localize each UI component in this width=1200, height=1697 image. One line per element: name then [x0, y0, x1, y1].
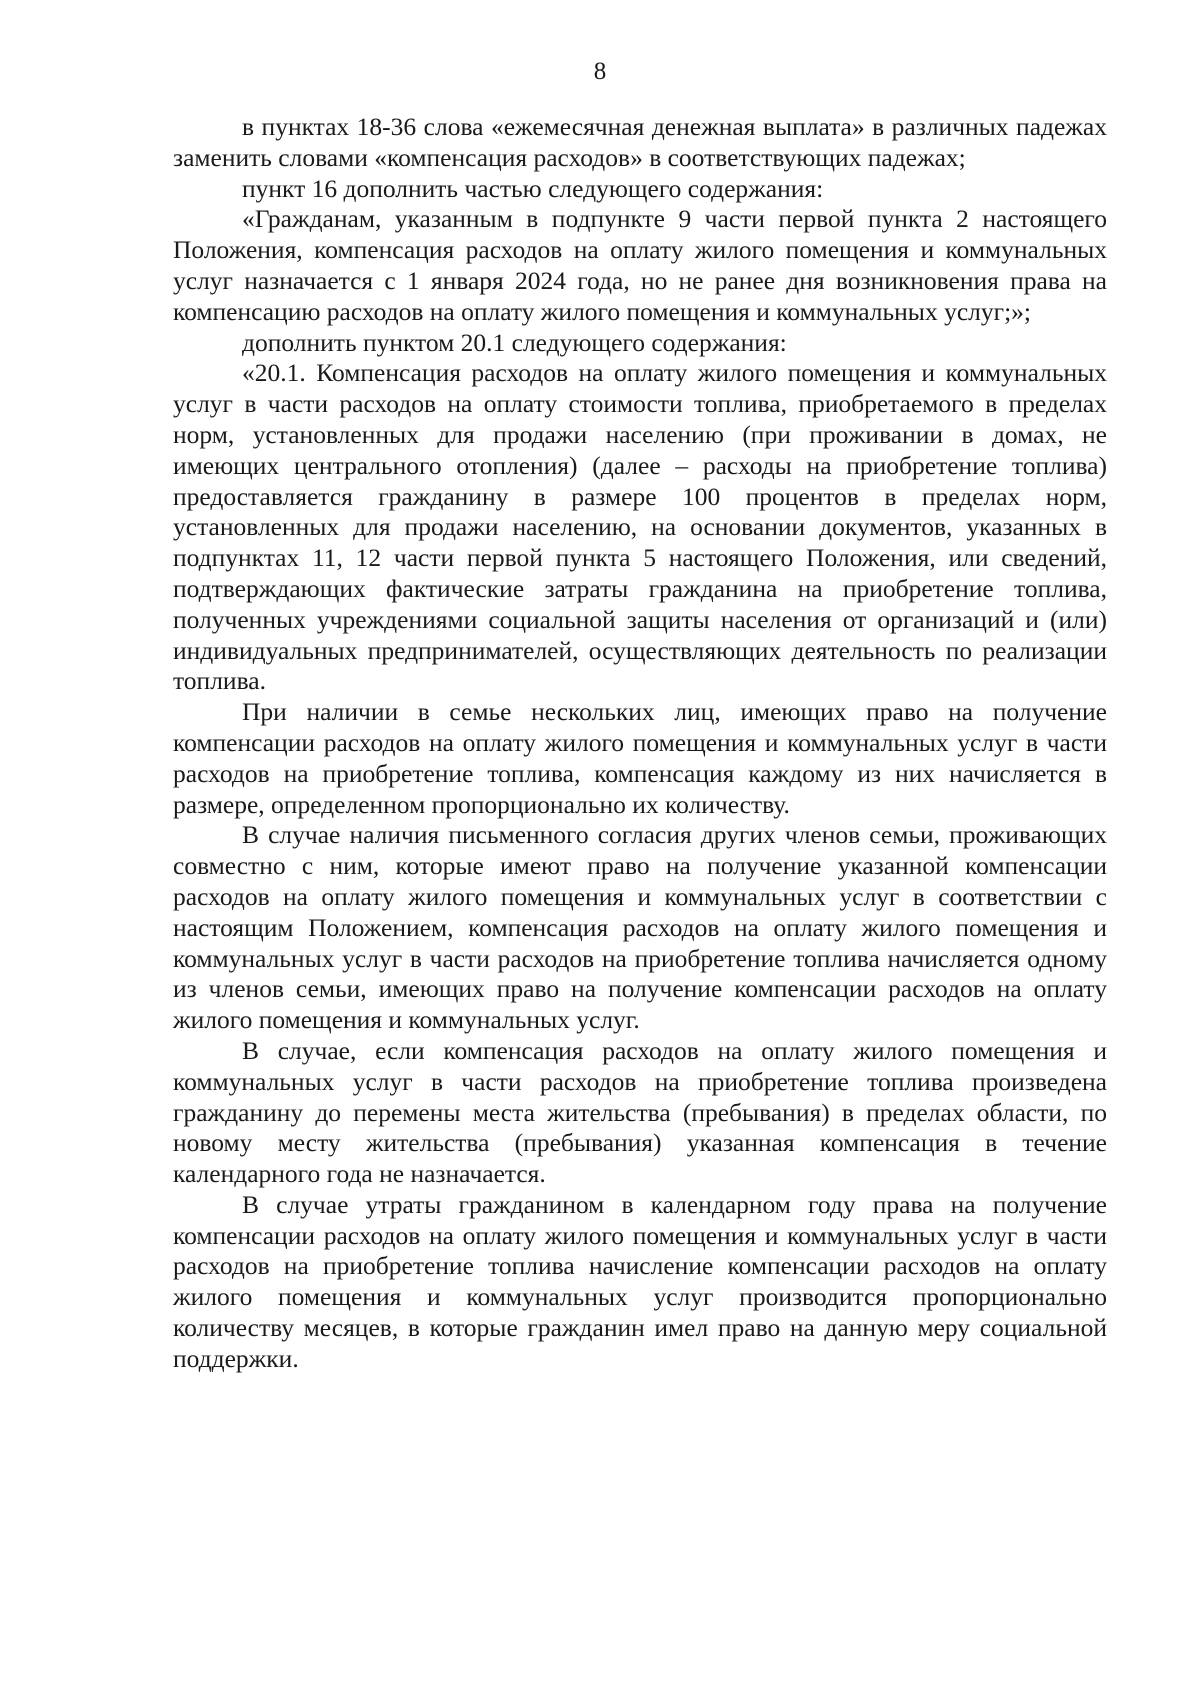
paragraph-2: пункт 16 дополнить частью следующего содержания: — [242, 173, 824, 203]
paragraph-4: дополнить пунктом 20.1 следующего содержания: — [242, 327, 787, 357]
paragraph-1: в пунктах 18-36 слова «ежемесячная денежная выплата» в различных падежах заменить словами «компенсация расходов» в соответствующих падежах; — [173, 112, 1107, 172]
document-body — [173, 112, 1107, 1375]
paragraph-8: В случае, если компенсация расходов на оплату жилого помещения и коммунальных услуг в части расходов на приобретение топлива произведена гражданину до перемены места жительства (пребывания) в пределах области, по новому месту жительства (пребывания) указанная компенсация в течение календарного года не назначается. — [173, 1035, 1107, 1189]
paragraph-6: При наличии в семье нескольких лиц, имеющих право на получение компенсации расходов на оплату жилого помещения и коммунальных услуг в части расходов на приобретение топлива, компенсация каждому из них начисляется в размере, определенном пропорционально их количеству. — [173, 697, 1107, 819]
paragraph-3: «Гражданам, указанным в подпункте 9 части первой пункта 2 настоящего Положения, компенсация расходов на оплату жилого помещения и коммунальных услуг назначается с 1 января 2024 года, но не ранее дня возникновения права на компенсацию расходов на оплату жилого помещения и коммунальных услуг;»; — [173, 204, 1107, 326]
paragraph-7: В случае наличия письменного согласия других членов семьи, проживающих совместно с ним, которые имеют право на получение указанной компенсации расходов на оплату жилого помещения и коммунальных услуг в соответствии с настоящим Положением, компенсация расходов на оплату жилого помещения и коммунальных услуг в части расходов на приобретение топлива начисляется одному из членов семьи, имеющих право на получение компенсации расходов на оплату жилого помещения и коммунальных услуг. — [173, 820, 1107, 1035]
paragraph-5: «20.1. Компенсация расходов на оплату жилого помещения и коммунальных услуг в части расходов на оплату стоимости топлива, приобретаемого в пределах норм, установленных для продажи населению (при проживании в домах, не имеющих центрального отопления) (далее – расходы на приобретение топлива) предоставляется гражданину в размере 100 процентов в пределах норм, установленных для продажи населению, на основании документов, указанных в подпунктах 11, 12 части первой пункта 5 настоящего Положения, или сведений, подтверждающих фактические затраты гражданина на приобретение топлива, полученных учреждениями социальной защиты населения от организаций и (или) индивидуальных предпринимателей, осуществляющих деятельность по реализации топлива. — [173, 358, 1107, 696]
page-number: 8 — [593, 58, 607, 85]
paragraph-9: В случае утраты гражданином в календарном году права на получение компенсации расходов на оплату жилого помещения и коммунальных услуг в части расходов на приобретение топлива начисление компенсации расходов на оплату жилого помещения и коммунальных услуг производится пропорционально количеству месяцев, в которые гражданин имел право на данную меру социальной поддержки. — [173, 1189, 1107, 1373]
